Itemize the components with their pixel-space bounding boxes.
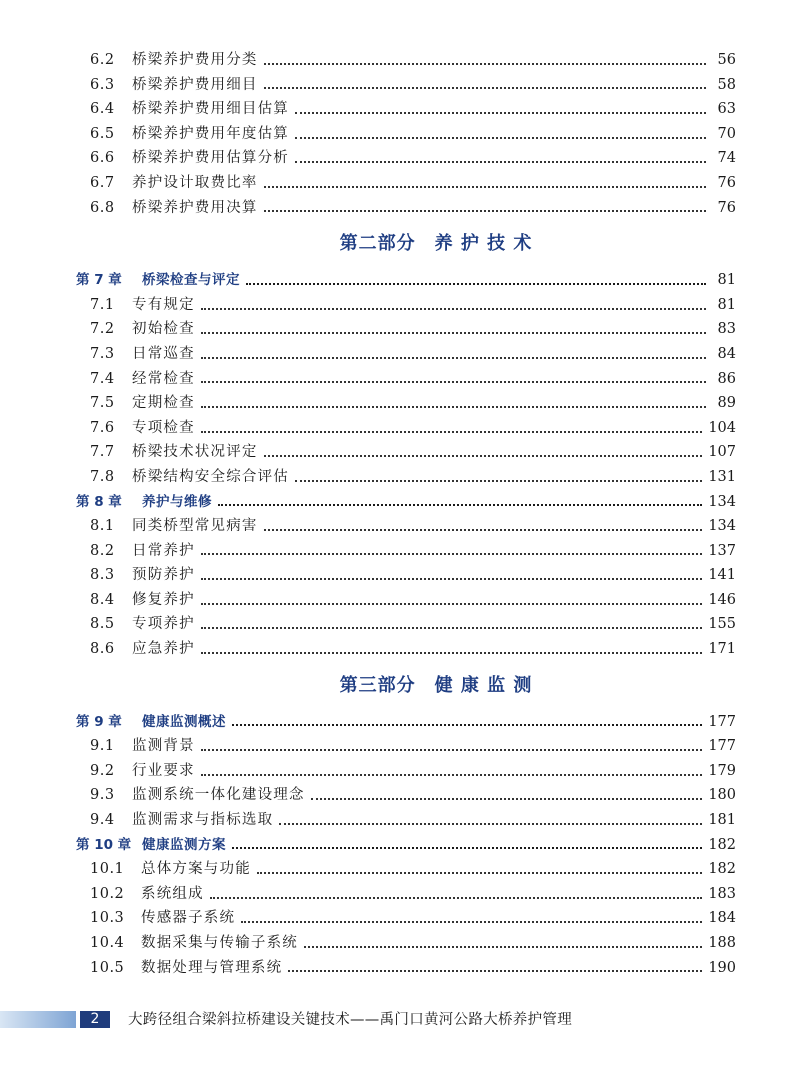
leader-dots [264, 86, 706, 89]
page-number: 141 [708, 567, 736, 584]
leader-dots [201, 430, 703, 433]
toc-section[interactable] [76, 588, 736, 613]
section-number: 6.2 [90, 52, 115, 68]
leader-dots [201, 405, 706, 408]
section-title: 养护设计取费比率 [132, 174, 258, 191]
toc-section[interactable] [76, 440, 736, 465]
leader-dots [295, 479, 702, 482]
chapter-title: 健康监测方案 [142, 836, 226, 853]
toc-section[interactable] [76, 612, 736, 637]
page-number: 155 [708, 616, 736, 633]
leader-dots [295, 111, 706, 114]
section-number: 8.4 [90, 591, 115, 608]
section-number: 6.4 [90, 101, 115, 118]
section-number: 7.8 [90, 468, 115, 485]
section-number: 10.1 [90, 861, 125, 878]
section-number: 9.1 [90, 738, 115, 755]
leader-dots [210, 896, 703, 899]
toc-section[interactable] [76, 783, 736, 808]
leader-dots [201, 380, 706, 383]
section-title: 传感器子系统 [141, 910, 236, 927]
chapter-number: 第 9 章 [76, 713, 122, 730]
page-number: 63 [717, 101, 736, 118]
section-title: 专有规定 [132, 296, 195, 313]
section-title: 监测系统一体化建设理念 [132, 787, 305, 804]
toc-section[interactable] [76, 342, 736, 367]
toc-section[interactable] [76, 97, 736, 122]
page-number: 184 [708, 910, 736, 927]
toc-section[interactable] [76, 882, 736, 907]
section-number: 9.3 [90, 787, 115, 804]
leader-dots [264, 62, 706, 65]
leader-dots [241, 920, 702, 923]
part-heading-maintenance-technology: 第二部分 养 护 技 术 [339, 233, 533, 255]
section-group-ch7 [76, 293, 736, 490]
toc-section[interactable] [76, 539, 736, 564]
section-title: 经常检查 [132, 370, 195, 387]
page-number: 76 [717, 199, 736, 216]
section-title: 桥梁养护费用决算 [132, 199, 258, 216]
toc-section[interactable] [76, 317, 736, 342]
section-number: 9.2 [90, 762, 115, 779]
page-number: 180 [708, 787, 736, 804]
section-number: 6.6 [90, 150, 115, 167]
toc-section[interactable] [76, 196, 736, 221]
section-title: 专项检查 [132, 419, 195, 436]
footer-gradient-bar [0, 1011, 76, 1028]
toc-section[interactable] [76, 416, 736, 441]
page-number: 84 [717, 345, 736, 362]
page-number: 190 [708, 959, 736, 976]
page-number: 146 [708, 591, 736, 608]
table-of-contents [76, 48, 736, 980]
leader-dots [201, 356, 706, 359]
toc-section[interactable] [76, 906, 736, 931]
leader-dots [304, 945, 702, 948]
toc-section[interactable] [76, 759, 736, 784]
toc-chapter-7[interactable] [76, 268, 736, 293]
leader-dots [201, 602, 703, 605]
section-title: 初始检查 [132, 321, 195, 338]
page-number: 89 [717, 395, 736, 412]
footer-book-title: 大跨径组合梁斜拉桥建设关键技术——禹门口黄河公路大桥养护管理 [128, 1012, 572, 1028]
leader-dots [311, 797, 703, 800]
page-number: 177 [708, 713, 736, 730]
section-number: 10.2 [90, 885, 125, 902]
toc-section[interactable] [76, 514, 736, 539]
part-heading-health-monitoring: 第三部分 健 康 监 测 [339, 674, 533, 696]
toc-section[interactable] [76, 48, 736, 73]
page-number: 58 [717, 76, 736, 93]
page-number: 131 [708, 468, 736, 485]
toc-section[interactable] [76, 146, 736, 171]
leader-dots [264, 209, 706, 212]
section-title: 预防养护 [132, 567, 195, 584]
section-number: 7.7 [90, 444, 115, 461]
toc-section[interactable] [76, 931, 736, 956]
toc-section[interactable] [76, 857, 736, 882]
toc-section[interactable] [76, 808, 736, 833]
section-title: 行业要求 [132, 762, 195, 779]
section-title: 桥梁技术状况评定 [132, 444, 258, 461]
page-number: 171 [708, 641, 736, 658]
leader-dots [201, 331, 706, 334]
leader-dots [264, 528, 703, 531]
toc-section[interactable] [76, 956, 736, 981]
page-number: 183 [708, 885, 736, 902]
section-group-ch10 [76, 857, 736, 980]
page-number: 107 [708, 444, 736, 461]
page-number: 81 [717, 272, 736, 289]
chapter-title: 桥梁检查与评定 [142, 272, 240, 289]
leader-dots [279, 822, 702, 825]
leader-dots [201, 577, 703, 580]
section-number: 10.5 [90, 959, 125, 976]
section-title: 同类桥型常见病害 [132, 518, 258, 535]
leader-dots [295, 160, 706, 163]
page-number: 83 [717, 321, 736, 338]
section-title: 数据处理与管理系统 [141, 959, 283, 976]
page-footer [0, 1009, 790, 1031]
toc-section[interactable] [76, 367, 736, 392]
page-number: 182 [708, 836, 736, 853]
page-number: 188 [708, 935, 736, 951]
toc-section[interactable] [76, 465, 736, 490]
page-number: 134 [708, 493, 736, 510]
section-number: 7.4 [90, 370, 115, 387]
page-number: 76 [717, 174, 736, 191]
leader-dots [288, 969, 702, 972]
section-title: 日常巡查 [132, 345, 195, 362]
page-number: 182 [708, 861, 736, 878]
toc-chapter-9[interactable] [76, 710, 736, 735]
section-title: 桥梁养护费用分类 [132, 52, 258, 68]
section-group-ch8 [76, 514, 736, 662]
leader-dots [218, 503, 702, 506]
section-title: 桥梁养护费用细目 [132, 76, 258, 93]
leader-dots [201, 651, 703, 654]
chapter-number: 第 8 章 [76, 493, 122, 510]
section-title: 系统组成 [141, 885, 204, 902]
chapter-title: 养护与维修 [142, 493, 212, 510]
leader-dots [201, 307, 706, 310]
section-title: 桥梁养护费用年度估算 [132, 125, 289, 142]
leader-dots [201, 748, 703, 751]
leader-dots [201, 626, 703, 629]
footer-page-number: 2 [80, 1011, 110, 1028]
toc-section[interactable] [76, 391, 736, 416]
chapter-number: 第 7 章 [76, 272, 122, 289]
page-number: 70 [717, 125, 736, 142]
toc-chapter-8[interactable] [76, 490, 736, 515]
page-number: 137 [708, 542, 736, 559]
leader-dots [295, 136, 706, 139]
section-number: 6.3 [90, 76, 115, 93]
leader-dots [232, 723, 702, 726]
chapter-number: 第 10 章 [76, 836, 132, 853]
section-number: 8.2 [90, 542, 115, 559]
leader-dots [257, 871, 702, 874]
section-number: 6.5 [90, 125, 115, 142]
toc-chapter-10[interactable] [76, 833, 736, 858]
section-number: 9.4 [90, 812, 115, 829]
section-title: 专项养护 [132, 616, 195, 633]
section-number: 7.5 [90, 395, 115, 412]
section-title: 定期检查 [132, 395, 195, 412]
chapter-title: 健康监测概述 [142, 713, 226, 730]
leader-dots [264, 185, 706, 188]
page-number: 104 [708, 419, 736, 436]
section-number: 7.3 [90, 345, 115, 362]
toc-section[interactable] [76, 637, 736, 662]
section-number: 8.5 [90, 616, 115, 633]
section-number: 8.3 [90, 567, 115, 584]
page-number: 181 [708, 812, 736, 829]
section-number: 8.6 [90, 641, 115, 658]
section-title: 总体方案与功能 [141, 861, 251, 878]
section-title: 监测背景 [132, 738, 195, 755]
section-group-ch6 [76, 48, 736, 220]
page-number: 134 [708, 518, 736, 535]
section-title: 修复养护 [132, 591, 195, 608]
section-title: 应急养护 [132, 641, 195, 658]
section-number: 10.4 [90, 935, 125, 951]
toc-section[interactable] [76, 73, 736, 98]
page-number: 56 [717, 52, 736, 68]
toc-section[interactable] [76, 563, 736, 588]
section-number: 7.1 [90, 296, 115, 313]
section-number: 6.8 [90, 199, 115, 216]
section-title: 桥梁养护费用估算分析 [132, 150, 289, 167]
section-title: 桥梁养护费用细目估算 [132, 101, 289, 118]
toc-section[interactable] [76, 122, 736, 147]
section-number: 7.2 [90, 321, 115, 338]
page-number: 86 [717, 370, 736, 387]
section-number: 6.7 [90, 174, 115, 191]
section-number: 7.6 [90, 419, 115, 436]
section-number: 8.1 [90, 518, 115, 535]
section-group-ch9 [76, 734, 736, 832]
page-number: 177 [708, 738, 736, 755]
leader-dots [201, 552, 703, 555]
section-title: 数据采集与传输子系统 [141, 935, 298, 951]
page-number: 74 [717, 150, 736, 167]
section-title: 监测需求与指标选取 [132, 812, 274, 829]
toc-section[interactable] [76, 171, 736, 196]
leader-dots [246, 282, 706, 285]
toc-section[interactable] [76, 293, 736, 318]
page-number: 179 [708, 762, 736, 779]
section-title: 桥梁结构安全综合评估 [132, 468, 289, 485]
page-number: 81 [717, 296, 736, 313]
section-number: 10.3 [90, 910, 125, 927]
leader-dots [232, 846, 702, 849]
section-title: 日常养护 [132, 542, 195, 559]
toc-section[interactable] [76, 734, 736, 759]
leader-dots [201, 773, 703, 776]
leader-dots [264, 454, 703, 457]
